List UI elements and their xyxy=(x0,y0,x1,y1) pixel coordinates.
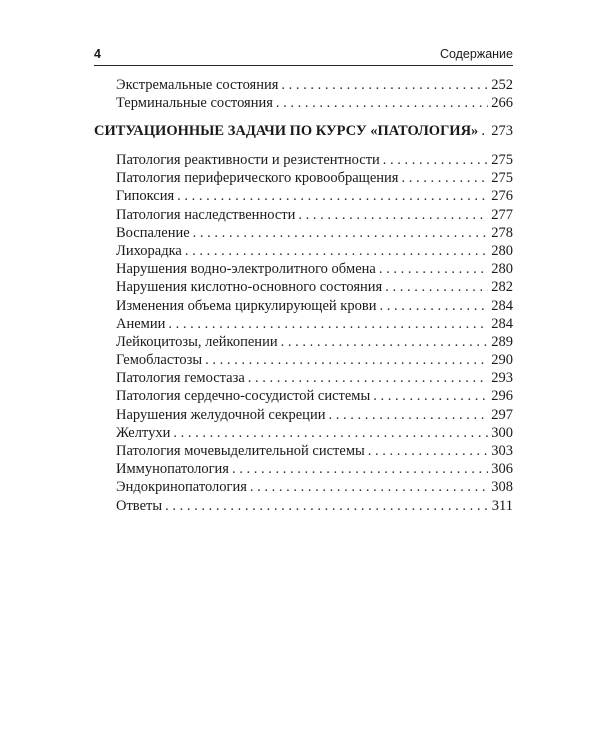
running-title: Содержание xyxy=(439,47,513,61)
toc-leader-dots xyxy=(298,206,488,224)
toc-entry-page: 308 xyxy=(491,479,513,496)
toc-entry xyxy=(94,478,513,496)
toc-entry-page: 282 xyxy=(491,279,513,296)
toc-entry-page: 280 xyxy=(491,242,513,259)
toc-entry-label: Нарушения кислотно-основного состояния xyxy=(116,279,383,296)
toc-entry xyxy=(94,242,513,260)
toc-entry xyxy=(94,187,513,205)
toc-entry-page: 277 xyxy=(491,206,513,223)
toc-entry-label: Патология наследственности xyxy=(116,206,296,223)
toc-entry-page: 297 xyxy=(491,406,513,423)
toc-entry-label: Нарушения желудочной секреции xyxy=(116,406,326,423)
toc-leader-dots xyxy=(401,169,488,187)
toc-entry-page: 306 xyxy=(491,461,513,478)
toc-leader-dots xyxy=(368,442,489,460)
toc-leader-dots xyxy=(177,187,488,205)
toc-section-label: СИТУАЦИОННЫЕ ЗАДАЧИ ПО КУРСУ «ПАТОЛОГИЯ» xyxy=(94,123,479,139)
toc-entry-page: 275 xyxy=(491,152,513,168)
toc-entry-label: Лейкоцитозы, лейкопении xyxy=(116,333,278,350)
toc-entry-label: Воспаление xyxy=(116,224,190,241)
toc-section-page: 273 xyxy=(491,123,513,139)
toc-entry xyxy=(94,278,513,296)
toc-entry xyxy=(94,460,513,478)
toc-entry-label: Гемобластозы xyxy=(116,352,203,369)
toc-leader-dots xyxy=(281,76,488,94)
toc-entry-page: 293 xyxy=(491,370,513,387)
header-rule xyxy=(94,65,513,66)
toc-entry xyxy=(94,351,513,369)
toc-entry-label: Иммунопатология xyxy=(116,461,229,478)
toc-entry xyxy=(94,151,513,169)
toc-entry xyxy=(94,260,513,278)
toc-entry-label: Анемии xyxy=(116,315,166,332)
toc-leader-dots xyxy=(328,406,488,424)
running-header xyxy=(94,47,513,67)
toc-leader-dots xyxy=(281,333,489,351)
toc-entry-label: Гипоксия xyxy=(116,188,175,205)
toc-leader-dots xyxy=(168,315,488,333)
toc-entry-label: Лихорадка xyxy=(116,242,182,259)
toc-leader-dots xyxy=(232,460,488,478)
toc-entry-label: Патология периферического кровообращения xyxy=(116,170,399,187)
toc-entry-page: 290 xyxy=(491,352,513,369)
toc-entry-label: Экстремальные состояния xyxy=(116,77,279,93)
toc-leader-dots xyxy=(248,369,488,387)
toc-entry-page: 284 xyxy=(491,315,513,332)
toc-leader-dots xyxy=(276,94,488,112)
toc-entry-label: Нарушения водно-электролитного обмена xyxy=(116,261,376,278)
toc-entry-page: 280 xyxy=(491,261,513,278)
page-number: 4 xyxy=(94,47,101,61)
toc-entry-label: Патология реактивности и резистентности xyxy=(116,152,380,168)
toc-leader-dots xyxy=(481,122,488,140)
toc-entry-label: Патология сердечно-сосудистой системы xyxy=(116,388,371,405)
toc-entry xyxy=(94,224,513,242)
toc-entry xyxy=(94,497,513,515)
toc-entry-label: Эндокринопатология xyxy=(116,479,247,496)
toc-leader-dots xyxy=(383,151,488,169)
toc-leader-dots xyxy=(373,387,488,405)
toc-leader-dots xyxy=(379,297,488,315)
toc-leader-dots xyxy=(205,351,488,369)
toc-entry-label: Изменения объема циркулирующей крови xyxy=(116,297,377,314)
toc-entry-label: Патология гемостаза xyxy=(116,370,245,387)
toc-entry-page: 284 xyxy=(491,297,513,314)
toc-entry-page: 278 xyxy=(491,224,513,241)
toc-entry-page: 296 xyxy=(491,388,513,405)
toc-entry-page: 266 xyxy=(491,95,513,112)
toc-entry-page: 276 xyxy=(491,188,513,205)
toc-entry-label: Патология мочевыделительной системы xyxy=(116,443,365,459)
toc-entry-page: 275 xyxy=(491,170,513,187)
toc-entry xyxy=(94,206,513,224)
toc-entry xyxy=(94,387,513,405)
toc-entry-page: 300 xyxy=(491,424,513,441)
toc-entry-label: Терминальные состояния xyxy=(116,95,273,112)
toc-entry-page: 303 xyxy=(491,443,513,459)
toc-section-heading xyxy=(94,122,513,140)
toc-leader-dots xyxy=(250,478,488,496)
toc-section-heading-wrap xyxy=(94,122,513,140)
toc-list-section xyxy=(94,151,513,515)
toc-entry-page: 289 xyxy=(491,333,513,350)
toc-entry xyxy=(94,406,513,424)
toc-entry xyxy=(94,369,513,387)
toc-entry xyxy=(94,315,513,333)
toc-leader-dots xyxy=(193,224,489,242)
toc-leader-dots xyxy=(185,242,488,260)
toc-entry xyxy=(94,424,513,442)
toc-entry xyxy=(94,76,513,94)
toc-leader-dots xyxy=(379,260,488,278)
toc-entry xyxy=(94,297,513,315)
toc-list-top xyxy=(94,76,513,112)
toc-entry xyxy=(94,169,513,187)
toc-leader-dots xyxy=(165,497,489,515)
toc-entry xyxy=(94,333,513,351)
toc-leader-dots xyxy=(385,278,488,296)
toc-entry-page: 311 xyxy=(491,497,513,514)
toc-leader-dots xyxy=(173,424,488,442)
toc-entry xyxy=(94,442,513,460)
toc-entry-label: Желтухи xyxy=(116,424,171,441)
toc-entry-page: 252 xyxy=(491,77,513,93)
toc-entry xyxy=(94,94,513,112)
toc-entry-label: Ответы xyxy=(116,497,163,514)
